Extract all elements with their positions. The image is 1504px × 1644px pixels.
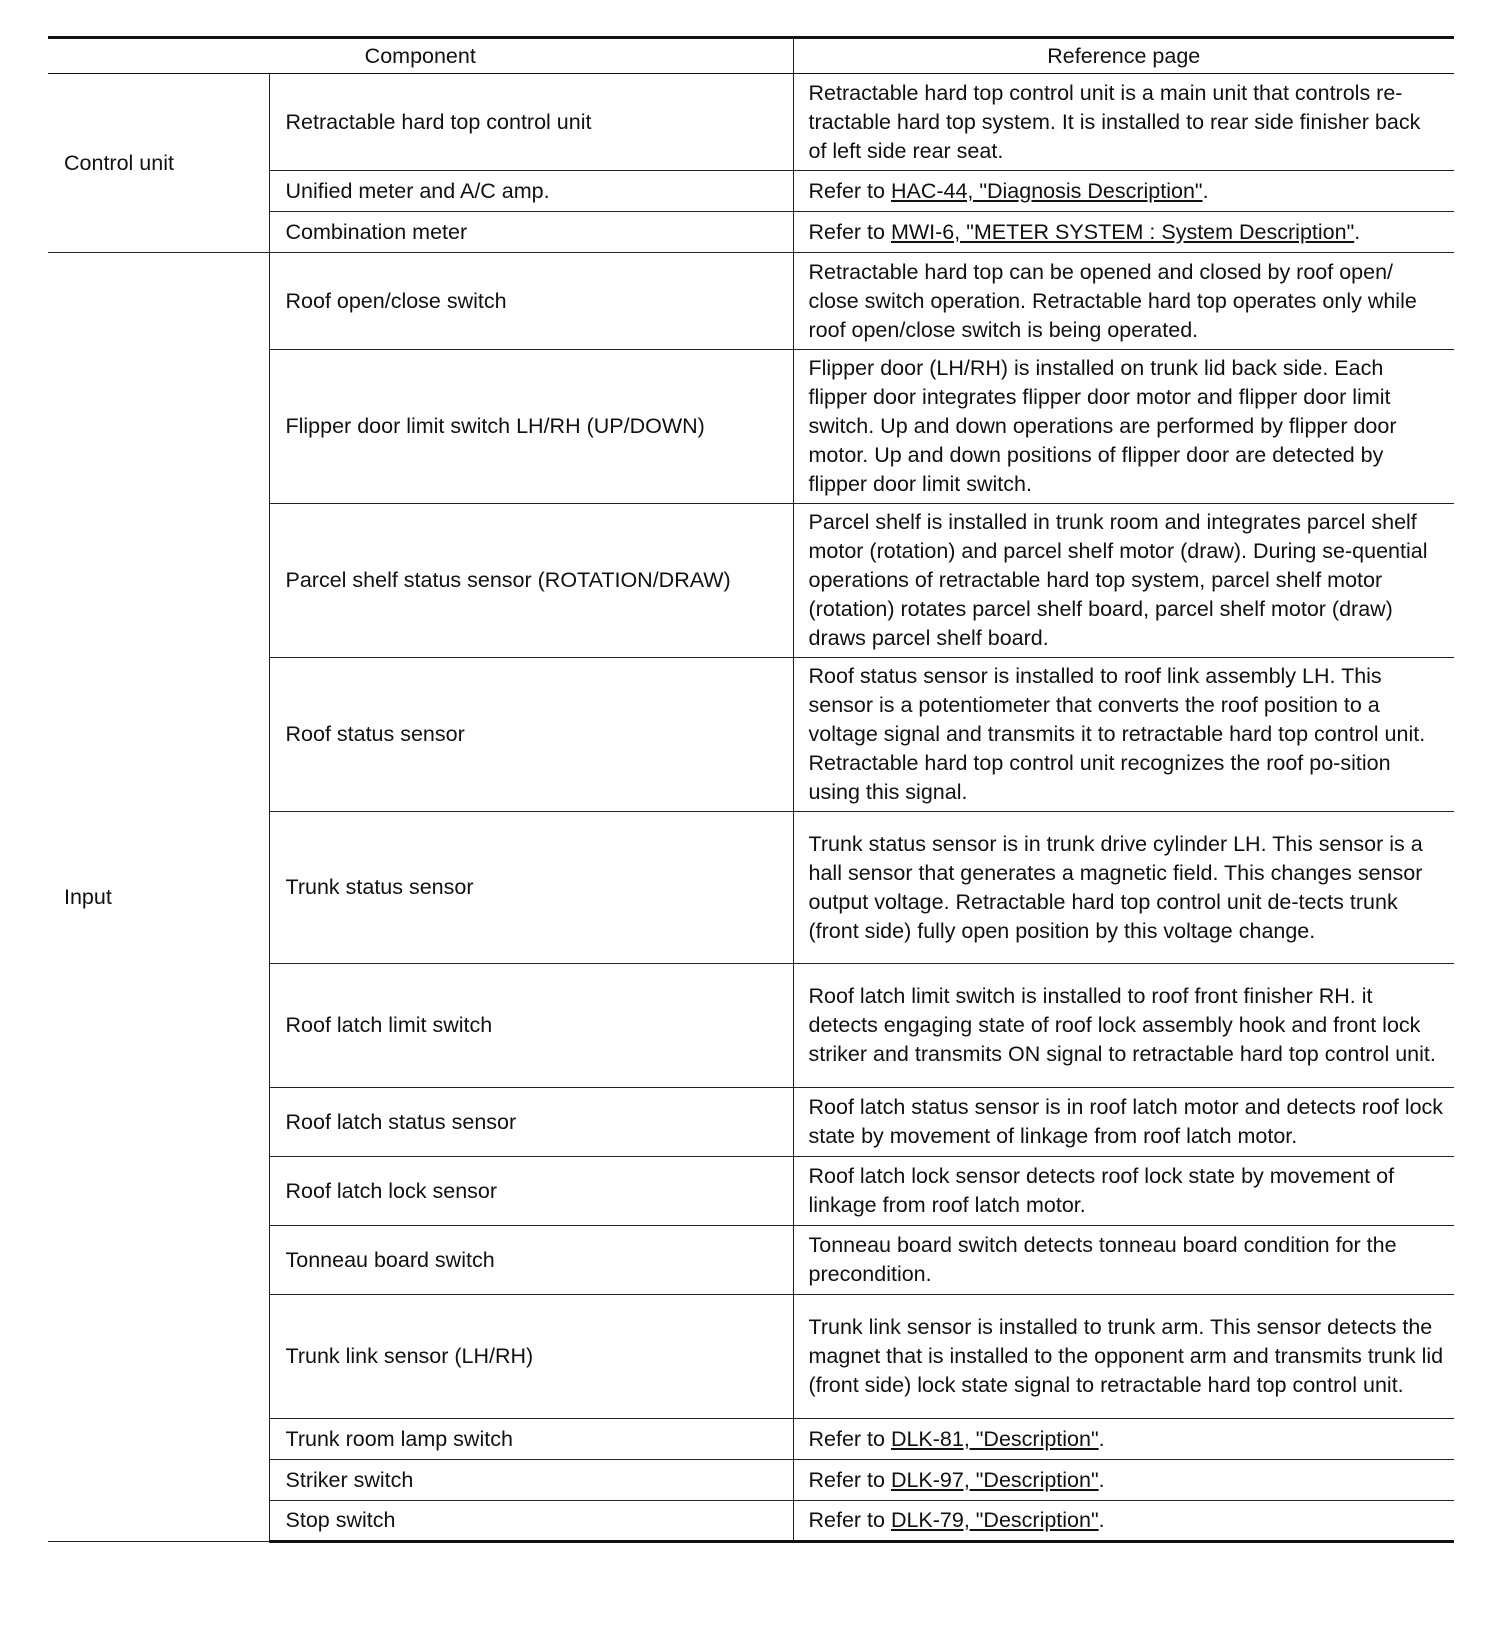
component-cell: Trunk room lamp switch [269, 1419, 793, 1460]
component-cell: Tonneau board switch [269, 1226, 793, 1295]
component-cell: Flipper door limit switch LH/RH (UP/DOWN) [269, 350, 793, 504]
component-cell: Parcel shelf status sensor (ROTATION/DRAW) [269, 504, 793, 658]
component-cell: Combination meter [269, 212, 793, 253]
reference-cell [793, 1419, 1454, 1460]
component-cell: Striker switch [269, 1460, 793, 1501]
component-cell: Trunk link sensor (LH/RH) [269, 1295, 793, 1419]
reference-prefix: Refer to [808, 1508, 891, 1532]
reference-prefix: Refer to [808, 1426, 891, 1451]
reference-cell: Tonneau board switch detects tonneau board condition for the precondition. [793, 1226, 1454, 1295]
component-cell: Roof latch limit switch [269, 964, 793, 1088]
reference-link[interactable]: DLK-97, "Description" [890, 1467, 1099, 1492]
reference-prefix: Refer to [808, 1467, 891, 1492]
component-cell: Roof open/close switch [269, 253, 793, 350]
reference-prefix: Refer to [808, 178, 891, 203]
component-reference-table [48, 36, 1454, 1543]
reference-cell: Retractable hard top can be opened and closed by roof open/ close switch operation. Retractable hard top operates only while roof open/close switch is being operated. [793, 253, 1454, 350]
group-label-input: Input [48, 253, 269, 1542]
reference-cell: Roof latch status sensor is in roof latch motor and detects roof lock state by movement of linkage from roof latch motor. [793, 1088, 1454, 1157]
reference-cell: Trunk status sensor is in trunk drive cylinder LH. This sensor is a hall sensor that generates a magnetic field. This changes sensor output voltage. Retractable hard top control unit de-tects trunk (front side) fully open position by this voltage change. [793, 812, 1454, 964]
component-cell: Roof latch status sensor [269, 1088, 793, 1157]
reference-cell: Flipper door (LH/RH) is installed on trunk lid back side. Each flipper door integrates flipper door motor and flipper door limit switch. Up and down operations are performed by flipper door motor. Up and down positions of flipper door are detected by flipper door limit switch. [793, 350, 1454, 504]
reference-link[interactable]: MWI-6, "METER SYSTEM : System Description" [890, 219, 1355, 244]
reference-cell [793, 212, 1454, 253]
component-cell: Roof status sensor [269, 658, 793, 812]
component-cell: Retractable hard top control unit [269, 74, 793, 171]
table-row [48, 253, 1454, 350]
reference-suffix: . [1098, 1426, 1105, 1451]
reference-cell: Parcel shelf is installed in trunk room and integrates parcel shelf motor (rotation) and parcel shelf motor (draw). During se-quential operations of retractable hard top system, parcel shelf motor (rotation) rotates parcel shelf board, parcel shelf motor (draw) draws parcel shelf board. [793, 504, 1454, 658]
reference-link[interactable]: DLK-79, "Description" [890, 1508, 1099, 1532]
component-cell: Unified meter and A/C amp. [269, 171, 793, 212]
reference-link[interactable]: DLK-81, "Description" [890, 1426, 1099, 1451]
reference-cell: Trunk link sensor is installed to trunk arm. This sensor detects the magnet that is installed to the opponent arm and transmits trunk lid (front side) lock state signal to retractable hard top control unit. [793, 1295, 1454, 1419]
component-column-header: Component [48, 38, 793, 74]
reference-suffix: . [1098, 1508, 1105, 1532]
group-label-control-unit: Control unit [48, 74, 269, 253]
table-header-row [48, 38, 1454, 74]
reference-cell [793, 171, 1454, 212]
reference-suffix: . [1354, 219, 1361, 244]
reference-suffix: . [1098, 1467, 1105, 1492]
reference-cell [793, 1501, 1454, 1542]
component-cell: Trunk status sensor [269, 812, 793, 964]
reference-suffix: . [1202, 178, 1209, 203]
reference-link[interactable]: HAC-44, "Diagnosis Description" [890, 178, 1203, 203]
reference-cell [793, 1460, 1454, 1501]
reference-prefix: Refer to [808, 219, 891, 244]
table-row [48, 74, 1454, 171]
reference-cell: Roof status sensor is installed to roof link assembly LH. This sensor is a potentiometer that converts the roof position to a voltage signal and transmits it to retractable hard top control unit. Retractable hard top control unit recognizes the roof po-sition using this signal. [793, 658, 1454, 812]
component-cell: Roof latch lock sensor [269, 1157, 793, 1226]
reference-page-column-header: Reference page [793, 38, 1454, 74]
reference-cell: Roof latch limit switch is installed to roof front finisher RH. it detects engaging state of roof lock assembly hook and front lock striker and transmits ON signal to retractable hard top control unit. [793, 964, 1454, 1088]
component-cell: Stop switch [269, 1501, 793, 1542]
reference-cell: Retractable hard top control unit is a main unit that controls re-tractable hard top system. It is installed to rear side finisher back of left side rear seat. [793, 74, 1454, 171]
reference-cell: Roof latch lock sensor detects roof lock state by movement of linkage from roof latch motor. [793, 1157, 1454, 1226]
